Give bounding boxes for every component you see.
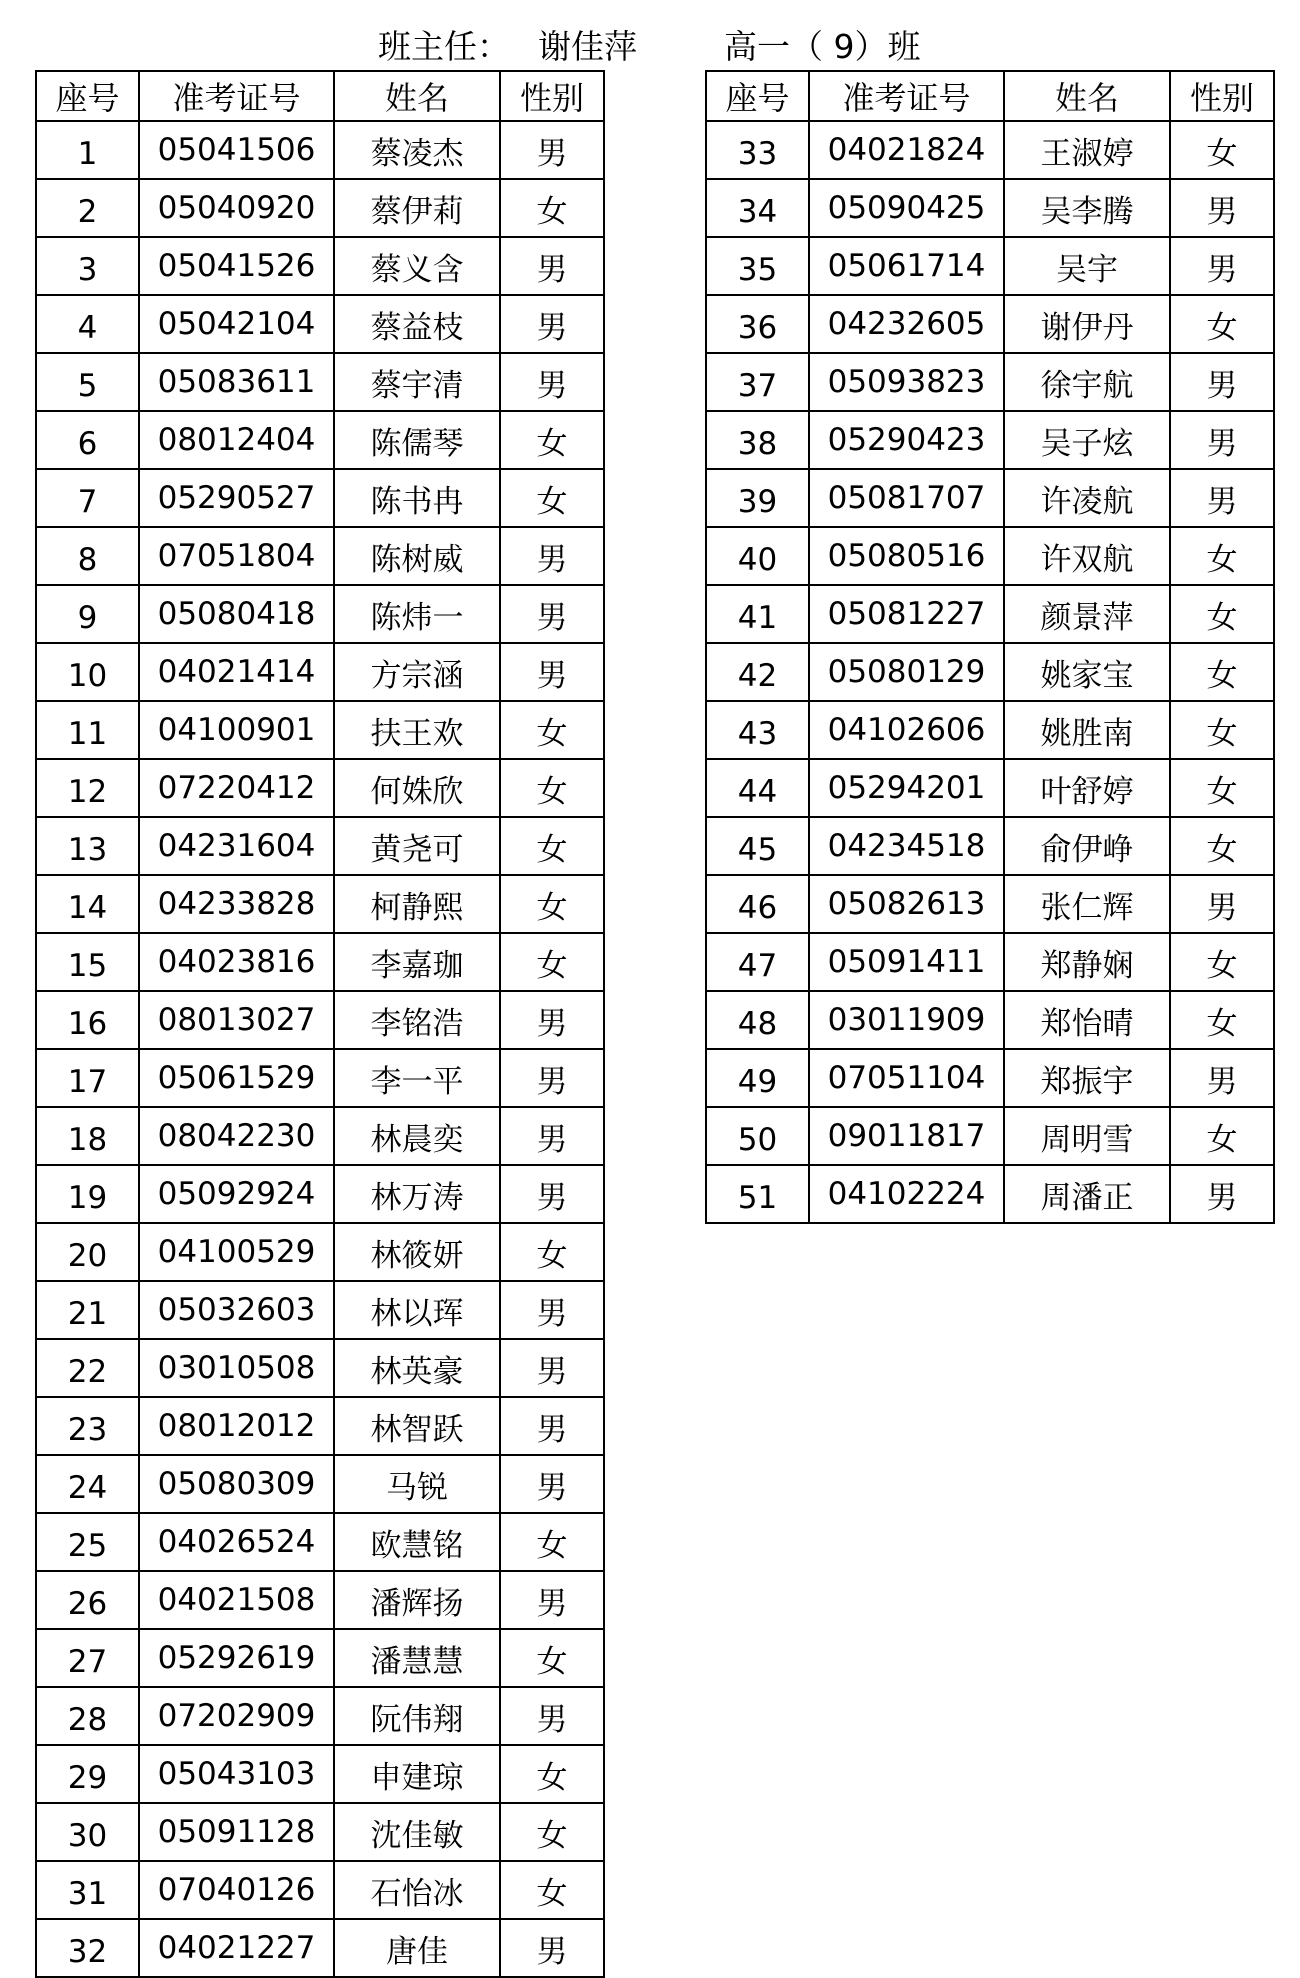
name-cell: 许凌航 xyxy=(1004,469,1170,527)
exam-no-cell: 05091411 xyxy=(809,933,1004,991)
name-cell: 王淑婷 xyxy=(1004,121,1170,179)
name-cell: 叶舒婷 xyxy=(1004,759,1170,817)
seat-cell: 49 xyxy=(706,1049,809,1107)
gender-cell: 男 xyxy=(1170,237,1274,295)
name-cell: 张仁辉 xyxy=(1004,875,1170,933)
exam-no-cell: 07202909 xyxy=(139,1687,334,1745)
gender-cell: 男 xyxy=(1170,875,1274,933)
seat-cell: 35 xyxy=(706,237,809,295)
name-cell: 林万涛 xyxy=(334,1165,500,1223)
col-header-gender: 性别 xyxy=(500,71,604,121)
name-cell: 蔡宇清 xyxy=(334,353,500,411)
exam-no-cell: 03010508 xyxy=(139,1339,334,1397)
exam-no-cell: 05290423 xyxy=(809,411,1004,469)
table-row xyxy=(706,1107,1274,1165)
gender-cell: 女 xyxy=(500,933,604,991)
name-cell: 陈树威 xyxy=(334,527,500,585)
gender-cell: 女 xyxy=(500,701,604,759)
table-row xyxy=(36,875,604,933)
name-cell: 郑怡晴 xyxy=(1004,991,1170,1049)
exam-no-cell: 04021824 xyxy=(809,121,1004,179)
gender-cell: 女 xyxy=(500,469,604,527)
gender-cell: 男 xyxy=(1170,411,1274,469)
name-cell: 林以珲 xyxy=(334,1281,500,1339)
seat-cell: 7 xyxy=(36,469,139,527)
table-row xyxy=(706,643,1274,701)
gender-cell: 女 xyxy=(1170,933,1274,991)
roster-header xyxy=(0,22,1300,72)
name-cell: 俞伊峥 xyxy=(1004,817,1170,875)
gender-cell: 女 xyxy=(1170,295,1274,353)
exam-no-cell: 05290527 xyxy=(139,469,334,527)
gender-cell: 男 xyxy=(500,1919,604,1977)
header-row xyxy=(706,71,1274,121)
table-row xyxy=(706,527,1274,585)
exam-no-cell: 04100901 xyxy=(139,701,334,759)
name-cell: 陈儒琴 xyxy=(334,411,500,469)
table-row xyxy=(36,121,604,179)
seat-cell: 27 xyxy=(36,1629,139,1687)
table-row xyxy=(36,933,604,991)
seat-cell: 37 xyxy=(706,353,809,411)
seat-cell: 19 xyxy=(36,1165,139,1223)
name-cell: 周潘正 xyxy=(1004,1165,1170,1223)
seat-cell: 41 xyxy=(706,585,809,643)
seat-cell: 51 xyxy=(706,1165,809,1223)
exam-no-cell: 07040126 xyxy=(139,1861,334,1919)
gender-cell: 男 xyxy=(500,353,604,411)
table-row xyxy=(706,295,1274,353)
seat-cell: 46 xyxy=(706,875,809,933)
seat-cell: 47 xyxy=(706,933,809,991)
seat-cell: 9 xyxy=(36,585,139,643)
seat-cell: 20 xyxy=(36,1223,139,1281)
table-row xyxy=(36,411,604,469)
exam-no-cell: 04102606 xyxy=(809,701,1004,759)
seat-cell: 2 xyxy=(36,179,139,237)
table-row xyxy=(36,1281,604,1339)
name-cell: 方宗涵 xyxy=(334,643,500,701)
gender-cell: 男 xyxy=(500,1165,604,1223)
seat-cell: 43 xyxy=(706,701,809,759)
name-cell: 林英豪 xyxy=(334,1339,500,1397)
seat-cell: 50 xyxy=(706,1107,809,1165)
name-cell: 黄尧可 xyxy=(334,817,500,875)
table-row xyxy=(706,759,1274,817)
exam-no-cell: 07051104 xyxy=(809,1049,1004,1107)
name-cell: 姚家宝 xyxy=(1004,643,1170,701)
exam-no-cell: 09011817 xyxy=(809,1107,1004,1165)
gender-cell: 女 xyxy=(1170,701,1274,759)
name-cell: 柯静熙 xyxy=(334,875,500,933)
table-row xyxy=(36,991,604,1049)
gender-cell: 女 xyxy=(500,1223,604,1281)
name-cell: 马锐 xyxy=(334,1455,500,1513)
exam-no-cell: 05083611 xyxy=(139,353,334,411)
table-row xyxy=(706,353,1274,411)
table-row xyxy=(706,875,1274,933)
gender-cell: 女 xyxy=(500,411,604,469)
exam-no-cell: 05041506 xyxy=(139,121,334,179)
exam-no-cell: 04100529 xyxy=(139,1223,334,1281)
name-cell: 李一平 xyxy=(334,1049,500,1107)
table-row xyxy=(706,179,1274,237)
gender-cell: 男 xyxy=(500,1049,604,1107)
name-cell: 蔡义含 xyxy=(334,237,500,295)
gender-cell: 男 xyxy=(500,1571,604,1629)
seat-cell: 29 xyxy=(36,1745,139,1803)
exam-no-cell: 04231604 xyxy=(139,817,334,875)
gender-cell: 男 xyxy=(500,1397,604,1455)
gender-cell: 女 xyxy=(500,179,604,237)
seat-cell: 14 xyxy=(36,875,139,933)
seat-cell: 48 xyxy=(706,991,809,1049)
seat-cell: 38 xyxy=(706,411,809,469)
seat-cell: 12 xyxy=(36,759,139,817)
name-cell: 李铭浩 xyxy=(334,991,500,1049)
exam-no-cell: 05061714 xyxy=(809,237,1004,295)
exam-no-cell: 05040920 xyxy=(139,179,334,237)
gender-cell: 男 xyxy=(1170,1049,1274,1107)
seat-cell: 31 xyxy=(36,1861,139,1919)
table-row xyxy=(706,411,1274,469)
seat-cell: 13 xyxy=(36,817,139,875)
exam-no-cell: 05042104 xyxy=(139,295,334,353)
seat-cell: 36 xyxy=(706,295,809,353)
gender-cell: 女 xyxy=(500,1803,604,1861)
table-row xyxy=(36,179,604,237)
exam-no-cell: 04026524 xyxy=(139,1513,334,1571)
gender-cell: 男 xyxy=(1170,1165,1274,1223)
name-cell: 郑振宇 xyxy=(1004,1049,1170,1107)
name-cell: 蔡凌杰 xyxy=(334,121,500,179)
gender-cell: 男 xyxy=(500,1455,604,1513)
col-header-seat: 座号 xyxy=(36,71,139,121)
exam-no-cell: 08012012 xyxy=(139,1397,334,1455)
name-cell: 谢伊丹 xyxy=(1004,295,1170,353)
header-row xyxy=(36,71,604,121)
table-row xyxy=(36,1455,604,1513)
gender-cell: 男 xyxy=(1170,353,1274,411)
exam-no-cell: 04234518 xyxy=(809,817,1004,875)
name-cell: 蔡益枝 xyxy=(334,295,500,353)
name-cell: 林筱妍 xyxy=(334,1223,500,1281)
name-cell: 潘辉扬 xyxy=(334,1571,500,1629)
seat-cell: 15 xyxy=(36,933,139,991)
col-header-gender: 性别 xyxy=(1170,71,1274,121)
table-row xyxy=(36,1919,604,1977)
name-cell: 沈佳敏 xyxy=(334,1803,500,1861)
name-cell: 扶王欢 xyxy=(334,701,500,759)
roster-table-right xyxy=(705,70,1275,1224)
gender-cell: 女 xyxy=(1170,643,1274,701)
name-cell: 吴李腾 xyxy=(1004,179,1170,237)
table-row xyxy=(36,759,604,817)
name-cell: 李嘉珈 xyxy=(334,933,500,991)
seat-cell: 3 xyxy=(36,237,139,295)
table-row xyxy=(36,643,604,701)
table-row xyxy=(36,1861,604,1919)
exam-no-cell: 04102224 xyxy=(809,1165,1004,1223)
seat-cell: 5 xyxy=(36,353,139,411)
gender-cell: 女 xyxy=(500,817,604,875)
name-cell: 姚胜南 xyxy=(1004,701,1170,759)
gender-cell: 女 xyxy=(500,1629,604,1687)
table-row xyxy=(36,237,604,295)
gender-cell: 女 xyxy=(1170,527,1274,585)
gender-cell: 女 xyxy=(1170,1107,1274,1165)
seat-cell: 44 xyxy=(706,759,809,817)
seat-cell: 8 xyxy=(36,527,139,585)
seat-cell: 11 xyxy=(36,701,139,759)
col-header-exam-no: 准考证号 xyxy=(139,71,334,121)
table-row xyxy=(36,353,604,411)
exam-no-cell: 05041526 xyxy=(139,237,334,295)
name-cell: 吴宇 xyxy=(1004,237,1170,295)
exam-no-cell: 05081707 xyxy=(809,469,1004,527)
table-row xyxy=(36,527,604,585)
class-name: 高一（ 9）班 xyxy=(724,27,921,66)
exam-no-cell: 05090425 xyxy=(809,179,1004,237)
exam-no-cell: 04023816 xyxy=(139,933,334,991)
gender-cell: 女 xyxy=(500,1513,604,1571)
table-row xyxy=(36,1223,604,1281)
exam-no-cell: 05292619 xyxy=(139,1629,334,1687)
exam-no-cell: 05082613 xyxy=(809,875,1004,933)
name-cell: 何姝欣 xyxy=(334,759,500,817)
gender-cell: 女 xyxy=(500,759,604,817)
table-row xyxy=(36,1571,604,1629)
seat-cell: 40 xyxy=(706,527,809,585)
seat-cell: 34 xyxy=(706,179,809,237)
gender-cell: 女 xyxy=(500,875,604,933)
name-cell: 石怡冰 xyxy=(334,1861,500,1919)
seat-cell: 17 xyxy=(36,1049,139,1107)
table-row xyxy=(706,585,1274,643)
exam-no-cell: 05080309 xyxy=(139,1455,334,1513)
name-cell: 周明雪 xyxy=(1004,1107,1170,1165)
gender-cell: 男 xyxy=(500,585,604,643)
seat-cell: 42 xyxy=(706,643,809,701)
table-row xyxy=(706,933,1274,991)
table-row xyxy=(706,121,1274,179)
seat-cell: 1 xyxy=(36,121,139,179)
name-cell: 林晨奕 xyxy=(334,1107,500,1165)
table-row xyxy=(36,1629,604,1687)
gender-cell: 男 xyxy=(500,1281,604,1339)
exam-no-cell: 04021227 xyxy=(139,1919,334,1977)
gender-cell: 男 xyxy=(500,527,604,585)
name-cell: 申建琼 xyxy=(334,1745,500,1803)
exam-no-cell: 05093823 xyxy=(809,353,1004,411)
col-header-exam-no: 准考证号 xyxy=(809,71,1004,121)
seat-cell: 6 xyxy=(36,411,139,469)
name-cell: 陈炜一 xyxy=(334,585,500,643)
gender-cell: 男 xyxy=(1170,469,1274,527)
exam-no-cell: 04232605 xyxy=(809,295,1004,353)
name-cell: 陈书冉 xyxy=(334,469,500,527)
seat-cell: 33 xyxy=(706,121,809,179)
table-row xyxy=(36,469,604,527)
name-cell: 唐佳 xyxy=(334,1919,500,1977)
gender-cell: 男 xyxy=(500,237,604,295)
name-cell: 许双航 xyxy=(1004,527,1170,585)
gender-cell: 男 xyxy=(500,121,604,179)
seat-cell: 21 xyxy=(36,1281,139,1339)
table-row xyxy=(36,1745,604,1803)
seat-cell: 23 xyxy=(36,1397,139,1455)
gender-cell: 女 xyxy=(1170,991,1274,1049)
gender-cell: 女 xyxy=(1170,121,1274,179)
table-row xyxy=(36,1513,604,1571)
exam-no-cell: 07051804 xyxy=(139,527,334,585)
exam-no-cell: 04233828 xyxy=(139,875,334,933)
table-row xyxy=(36,1687,604,1745)
exam-no-cell: 04021414 xyxy=(139,643,334,701)
gender-cell: 男 xyxy=(500,1339,604,1397)
gender-cell: 女 xyxy=(1170,759,1274,817)
seat-cell: 4 xyxy=(36,295,139,353)
exam-no-cell: 05092924 xyxy=(139,1165,334,1223)
exam-no-cell: 05080418 xyxy=(139,585,334,643)
name-cell: 颜景萍 xyxy=(1004,585,1170,643)
seat-cell: 26 xyxy=(36,1571,139,1629)
table-row xyxy=(706,1049,1274,1107)
table-row xyxy=(36,817,604,875)
gender-cell: 男 xyxy=(500,1107,604,1165)
exam-no-cell: 05080129 xyxy=(809,643,1004,701)
table-row xyxy=(36,1165,604,1223)
table-row xyxy=(36,585,604,643)
name-cell: 潘慧慧 xyxy=(334,1629,500,1687)
seat-cell: 25 xyxy=(36,1513,139,1571)
roster-table-left xyxy=(35,70,605,1978)
name-cell: 郑静娴 xyxy=(1004,933,1170,991)
seat-cell: 18 xyxy=(36,1107,139,1165)
gender-cell: 男 xyxy=(500,991,604,1049)
seat-cell: 28 xyxy=(36,1687,139,1745)
table-row xyxy=(36,1107,604,1165)
seat-cell: 39 xyxy=(706,469,809,527)
table-row xyxy=(706,469,1274,527)
teacher-name: 谢佳萍 xyxy=(538,27,637,66)
exam-no-cell: 05080516 xyxy=(809,527,1004,585)
table-row xyxy=(706,1165,1274,1223)
exam-no-cell: 04021508 xyxy=(139,1571,334,1629)
table-row xyxy=(36,1803,604,1861)
exam-no-cell: 07220412 xyxy=(139,759,334,817)
table-row xyxy=(36,1049,604,1107)
name-cell: 阮伟翔 xyxy=(334,1687,500,1745)
name-cell: 蔡伊莉 xyxy=(334,179,500,237)
seat-cell: 10 xyxy=(36,643,139,701)
name-cell: 欧慧铭 xyxy=(334,1513,500,1571)
name-cell: 吴子炫 xyxy=(1004,411,1170,469)
table-row xyxy=(36,1397,604,1455)
table-row xyxy=(706,237,1274,295)
seat-cell: 22 xyxy=(36,1339,139,1397)
table-row xyxy=(706,991,1274,1049)
col-header-name: 姓名 xyxy=(1004,71,1170,121)
table-row xyxy=(706,701,1274,759)
name-cell: 林智跃 xyxy=(334,1397,500,1455)
gender-cell: 女 xyxy=(1170,585,1274,643)
seat-cell: 32 xyxy=(36,1919,139,1977)
exam-no-cell: 08012404 xyxy=(139,411,334,469)
gender-cell: 男 xyxy=(1170,179,1274,237)
exam-no-cell: 05032603 xyxy=(139,1281,334,1339)
exam-no-cell: 05081227 xyxy=(809,585,1004,643)
gender-cell: 女 xyxy=(500,1861,604,1919)
gender-cell: 男 xyxy=(500,295,604,353)
exam-no-cell: 05091128 xyxy=(139,1803,334,1861)
seat-cell: 30 xyxy=(36,1803,139,1861)
seat-cell: 16 xyxy=(36,991,139,1049)
gender-cell: 男 xyxy=(500,1687,604,1745)
exam-no-cell: 08013027 xyxy=(139,991,334,1049)
exam-no-cell: 05043103 xyxy=(139,1745,334,1803)
col-header-name: 姓名 xyxy=(334,71,500,121)
teacher-label: 班主任： xyxy=(378,27,510,66)
gender-cell: 女 xyxy=(500,1745,604,1803)
col-header-seat: 座号 xyxy=(706,71,809,121)
exam-no-cell: 08042230 xyxy=(139,1107,334,1165)
table-row xyxy=(36,1339,604,1397)
seat-cell: 45 xyxy=(706,817,809,875)
table-row xyxy=(36,295,604,353)
table-row xyxy=(706,817,1274,875)
name-cell: 徐宇航 xyxy=(1004,353,1170,411)
gender-cell: 女 xyxy=(1170,817,1274,875)
exam-no-cell: 05061529 xyxy=(139,1049,334,1107)
gender-cell: 男 xyxy=(500,643,604,701)
exam-no-cell: 03011909 xyxy=(809,991,1004,1049)
exam-no-cell: 05294201 xyxy=(809,759,1004,817)
seat-cell: 24 xyxy=(36,1455,139,1513)
table-row xyxy=(36,701,604,759)
